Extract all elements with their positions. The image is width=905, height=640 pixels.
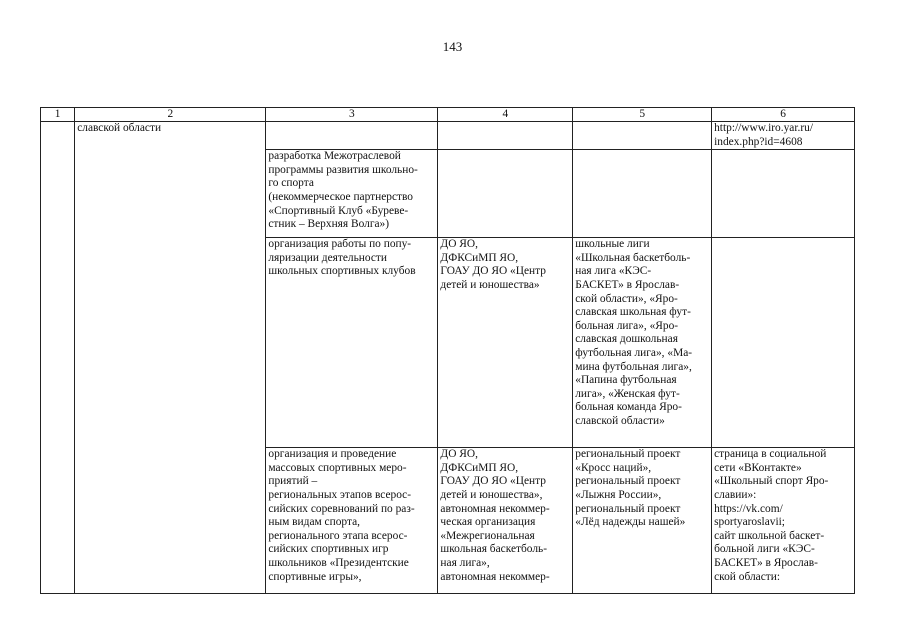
cell-line: БАСКЕТ» в Ярослав- [575,278,680,291]
cell-line: региональный проект [575,448,681,461]
activity-cell [266,238,438,448]
cell-line: сайт школьной баскет- [714,529,825,542]
activity-cell [266,448,438,594]
cell-line: «Школьный спорт Яро- [714,475,829,488]
cell-line: автономная некоммер- [440,502,550,515]
cell-line: спортивные игры», [268,570,362,583]
activity-cell [266,122,438,150]
cell-line: детей и юношества» [440,278,540,291]
cell-line: разработка Межотраслевой [268,150,401,163]
cell-line: ской области: [714,570,780,583]
cell-line: школьные лиги [575,238,650,251]
resource-cell [712,238,855,448]
cell-line: сети «ВКонтакте» [714,461,802,474]
column-header: 3 [266,108,438,122]
cell-line: славская дошкольная [575,333,678,346]
page-number: 143 [442,39,463,54]
cell-line: «Папина футбольная [575,374,677,387]
cell-line: мина футбольная лига», [575,360,692,373]
cell-line: сийских соревнований по раз- [268,502,415,515]
cell-line: «Спортивный Клуб «Буреве- [268,204,409,217]
cell-line: ской области», «Яро- [575,292,678,305]
cell-line: лига», «Женская фут- [575,387,680,400]
project-cell [573,150,712,238]
table-row [41,122,855,150]
cell-line: больной лиги «КЭС- [714,543,815,556]
cell-line: БАСКЕТ» в Ярослав- [714,556,818,569]
cell-line: сийских спортивных игр [268,543,389,556]
document-table [40,107,855,594]
cell-line: https://vk.com/ [714,502,783,515]
cell-line: региональный проект [575,502,681,515]
cell-line: ным видам спорта, [268,516,360,529]
cell-line: ДФКСиМП ЯО, [440,461,519,474]
cell-line: ДО ЯО, [440,238,478,251]
region-cell [75,122,266,594]
cell-line: приятий – [268,475,318,488]
resource-cell [712,448,855,594]
cell-line: славии»: [714,488,757,501]
column-header: 1 [41,108,75,122]
executor-cell [438,238,573,448]
cell-line: «Межрегиональная [440,529,535,542]
cell-line: программы развития школьно- [268,163,418,176]
cell-line: index.php?id=4608 [714,135,803,148]
cell-line: массовых спортивных меро- [268,461,407,474]
cell-line: (некоммерческое партнерство [268,190,414,203]
resource-cell [712,150,855,238]
cell-line: детей и юношества», [440,488,543,501]
cell-line: ческая организация [440,516,536,529]
cell-line: славская школьная фут- [575,306,691,319]
column-header: 2 [75,108,266,122]
executor-cell [438,448,573,594]
table-header-row [41,108,855,122]
region-text: славской области [77,122,162,134]
cell-line: sportyaroslavii; [714,516,785,529]
cell-line: «Кросс наций», [575,461,652,474]
row-number-cell [41,122,75,594]
executor-cell [438,122,573,150]
cell-line: организация работы по попу- [268,238,412,251]
cell-line: региональный проект [575,475,681,488]
column-header: 4 [438,108,573,122]
cell-line: «Школьная баскетболь- [575,251,691,264]
cell-line: школьников «Президентские [268,556,409,569]
cell-line: «Лёд надежды нашей» [575,516,686,529]
cell-line: ДО ЯО, [440,448,478,461]
cell-line: ДФКСиМП ЯО, [440,251,519,264]
project-cell [573,238,712,448]
cell-line: организация и проведение [268,448,397,461]
cell-line: http://www.iro.yar.ru/ [714,122,814,134]
cell-line: автономная некоммер- [440,570,550,583]
cell-line: го спорта [268,177,314,190]
cell-line: больная лига», «Яро- [575,319,679,332]
cell-line: ГОАУ ДО ЯО «Центр [440,475,546,488]
project-cell [573,448,712,594]
cell-line: школьных спортивных клубов [268,265,416,278]
cell-line: ляризации деятельности [268,251,387,264]
activity-cell [266,150,438,238]
column-header: 6 [712,108,855,122]
cell-line: ная лига «КЭС- [575,265,652,278]
cell-line: ная лига», [440,556,490,569]
cell-line: региональных этапов всерос- [268,488,412,501]
cell-line: ГОАУ ДО ЯО «Центр [440,265,546,278]
cell-line: больная команда Яро- [575,401,682,414]
column-header: 5 [573,108,712,122]
cell-line: «Лыжня России», [575,488,662,501]
cell-line: стник – Верхняя Волга») [268,218,390,231]
cell-line: школьная баскетболь- [440,543,548,556]
project-cell [573,122,712,150]
cell-line: страница в социальной [714,448,827,461]
cell-line: футбольная лига», «Ма- [575,346,693,359]
cell-line: славской области» [575,414,665,427]
resource-cell [712,122,855,150]
cell-line: регионального этапа всерос- [268,529,408,542]
executor-cell [438,150,573,238]
